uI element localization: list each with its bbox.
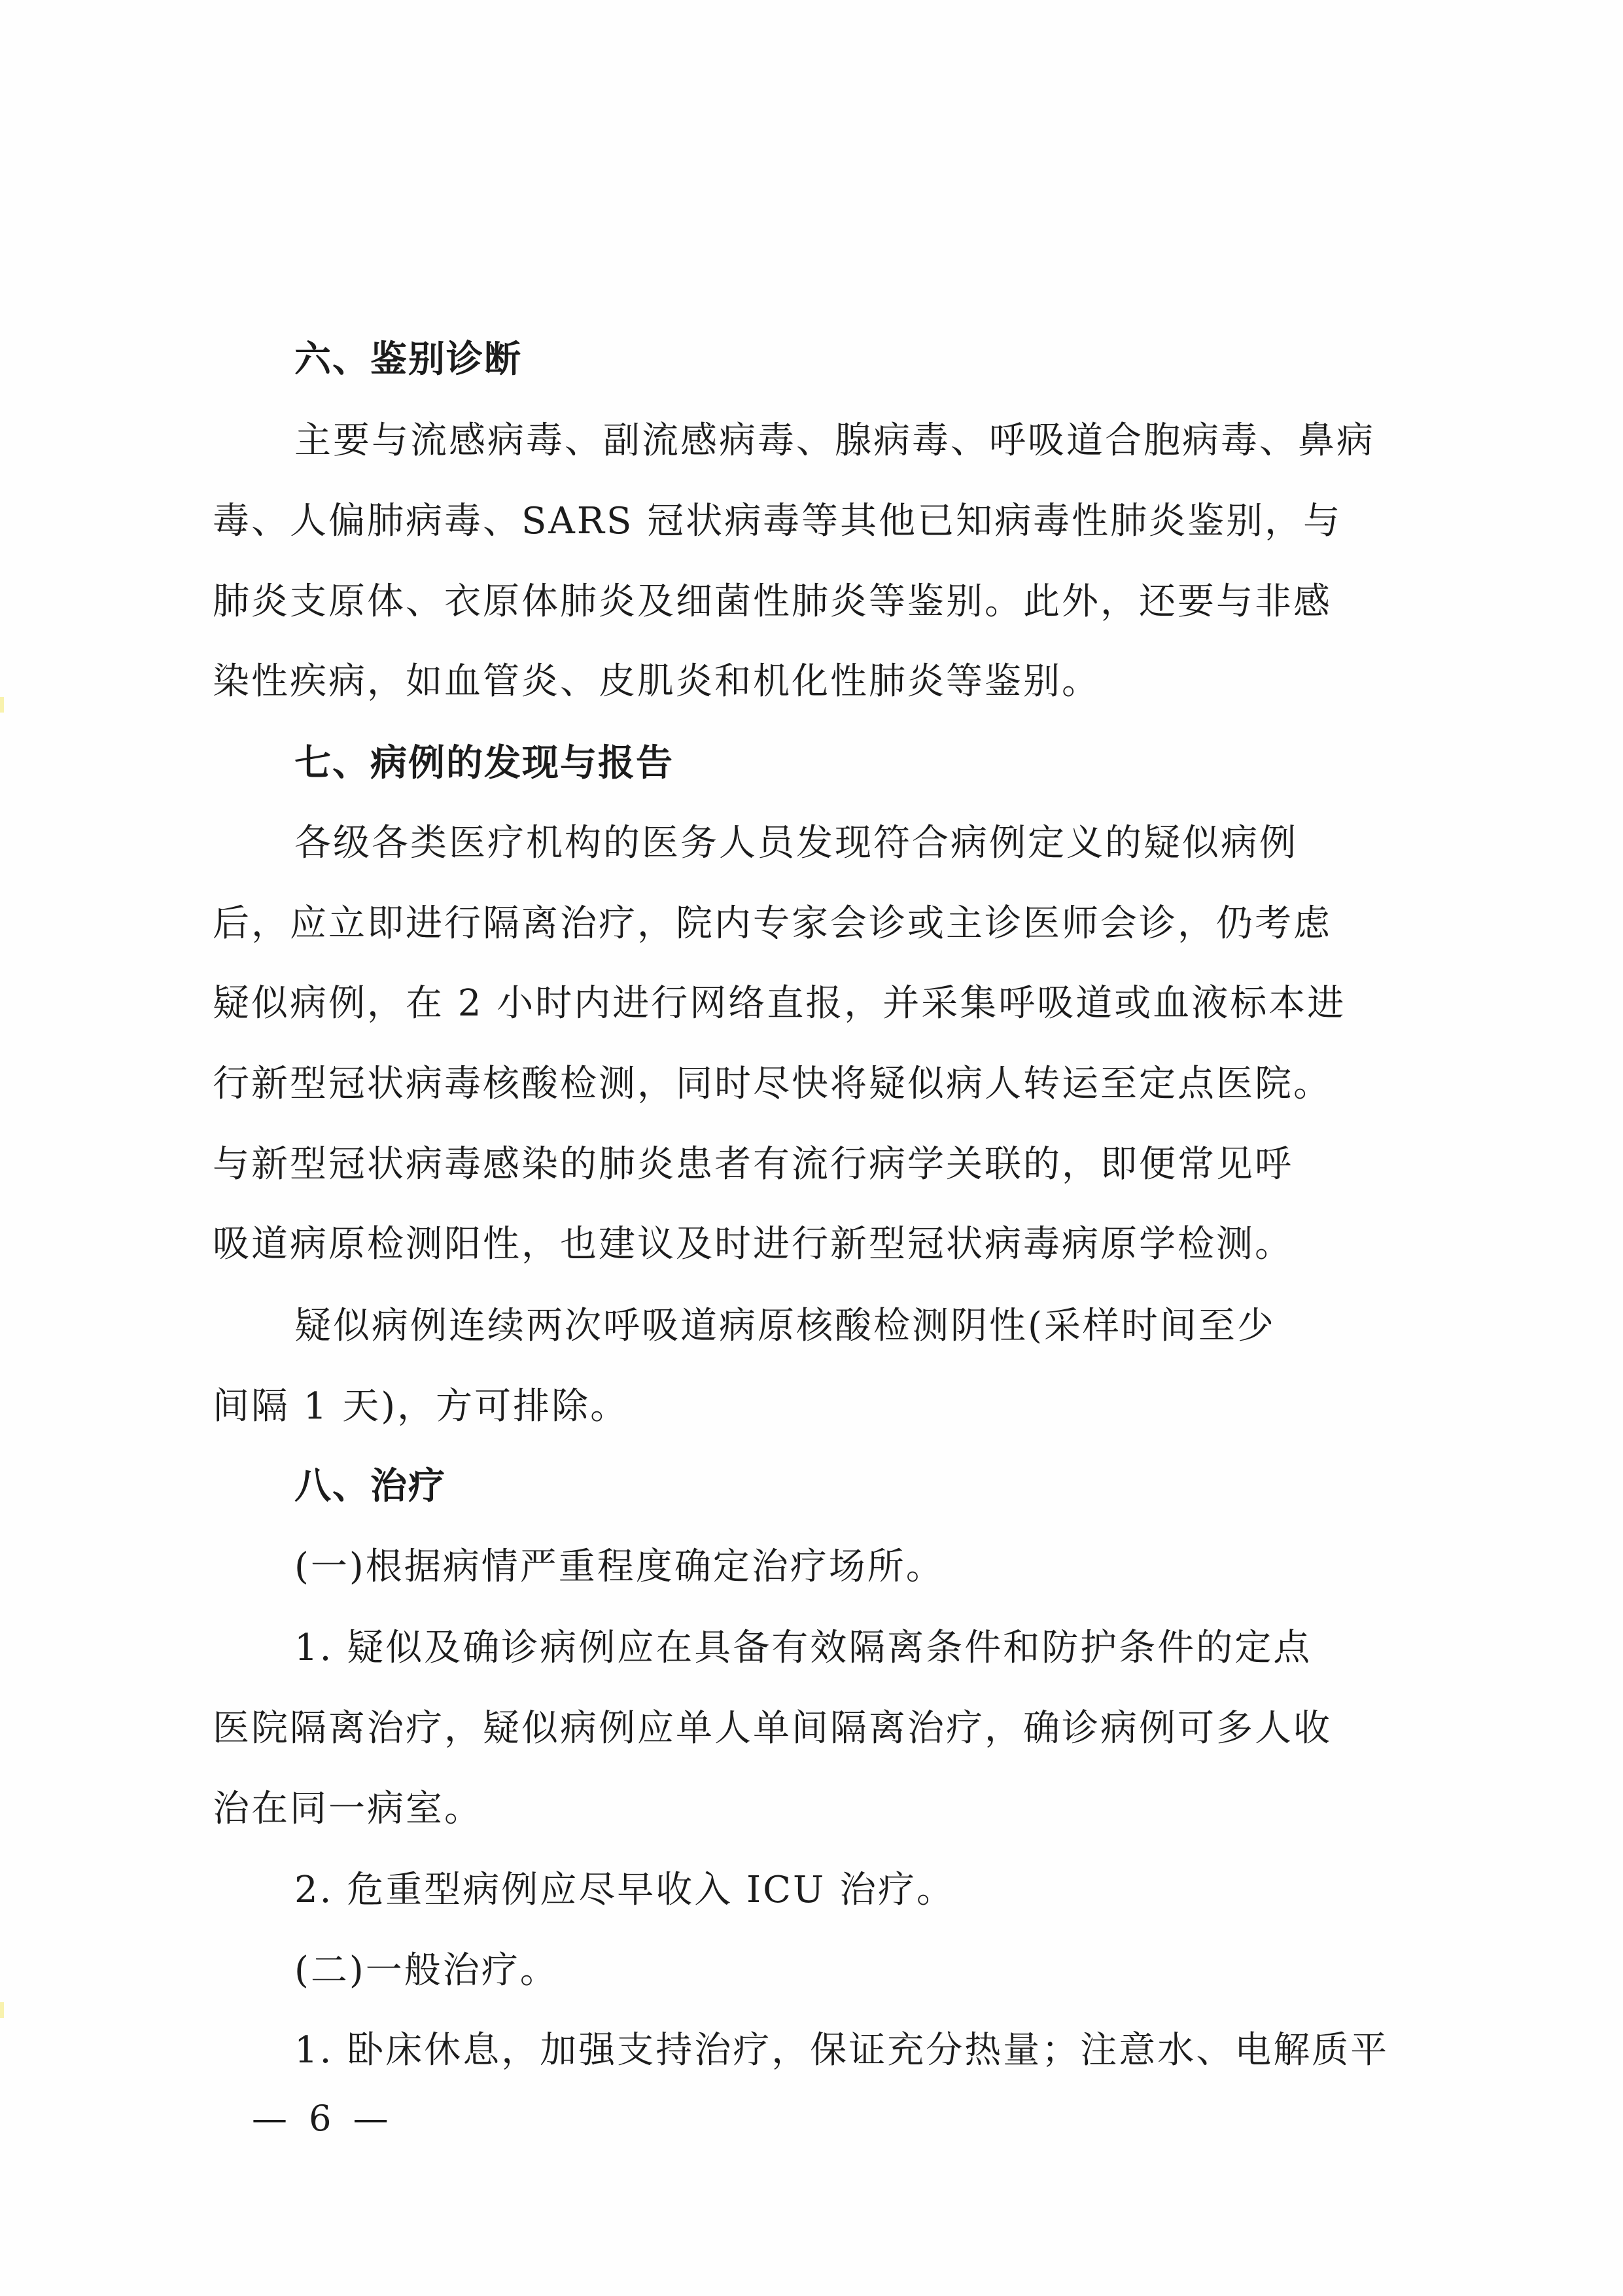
paragraph-line: 疑似病例连续两次呼吸道病原核酸检测阴性(采样时间至少 [294, 1305, 1276, 1347]
page-number: — 6 — [252, 2098, 394, 2139]
paragraph-line: 毒、人偏肺病毒、SARS 冠状病毒等其他已知病毒性肺炎鉴别，与 [213, 500, 1342, 542]
paragraph-line: 与新型冠状病毒感染的肺炎患者有流行病学关联的，即便常见呼 [213, 1143, 1293, 1186]
paragraph-line: (二)一般治疗。 [294, 1949, 559, 1992]
paragraph-line: (一)根据病情严重程度确定治疗场所。 [294, 1545, 945, 1588]
paragraph-line: 1. 疑似及确诊病例应在具备有效隔离条件和防护条件的定点 [294, 1627, 1312, 1669]
scan-margin-mark [0, 2002, 4, 2018]
section-heading-treatment: 八、治疗 [294, 1465, 446, 1508]
paragraph-line: 各级各类医疗机构的医务人员发现符合病例定义的疑似病例 [294, 822, 1298, 864]
paragraph-line: 医院隔离治疗，疑似病例应单人单间隔离治疗，确诊病例可多人收 [213, 1707, 1332, 1750]
section-heading-case-reporting: 七、病例的发现与报告 [294, 742, 674, 785]
scan-margin-mark [0, 697, 4, 713]
paragraph-line: 治在同一病室。 [213, 1788, 483, 1830]
paragraph-line: 主要与流感病毒、副流感病毒、腺病毒、呼吸道合胞病毒、鼻病 [294, 419, 1375, 462]
paragraph-line: 后，应立即进行隔离治疗，院内专家会诊或主诊医师会诊，仍考虑 [213, 902, 1332, 945]
paragraph-line: 染性疾病，如血管炎、皮肌炎和机化性肺炎等鉴别。 [213, 660, 1100, 703]
section-heading-differential-diagnosis: 六、鉴别诊断 [294, 338, 522, 381]
paragraph-line: 肺炎支原体、衣原体肺炎及细菌性肺炎等鉴别。此外，还要与非感 [213, 580, 1332, 623]
paragraph-line: 疑似病例，在 2 小时内进行网络直报，并采集呼吸道或血液标本进 [213, 982, 1346, 1025]
paragraph-line: 行新型冠状病毒核酸检测，同时尽快将疑似病人转运至定点医院。 [213, 1063, 1332, 1105]
paragraph-line: 吸道病原检测阳性，也建议及时进行新型冠状病毒病原学检测。 [213, 1223, 1293, 1265]
paragraph-line: 2. 危重型病例应尽早收入 ICU 治疗。 [294, 1869, 955, 1911]
paragraph-line: 间隔 1 天)，方可排除。 [213, 1385, 629, 1428]
paragraph-line: 1. 卧床休息，加强支持治疗，保证充分热量；注意水、电解质平 [294, 2029, 1389, 2072]
